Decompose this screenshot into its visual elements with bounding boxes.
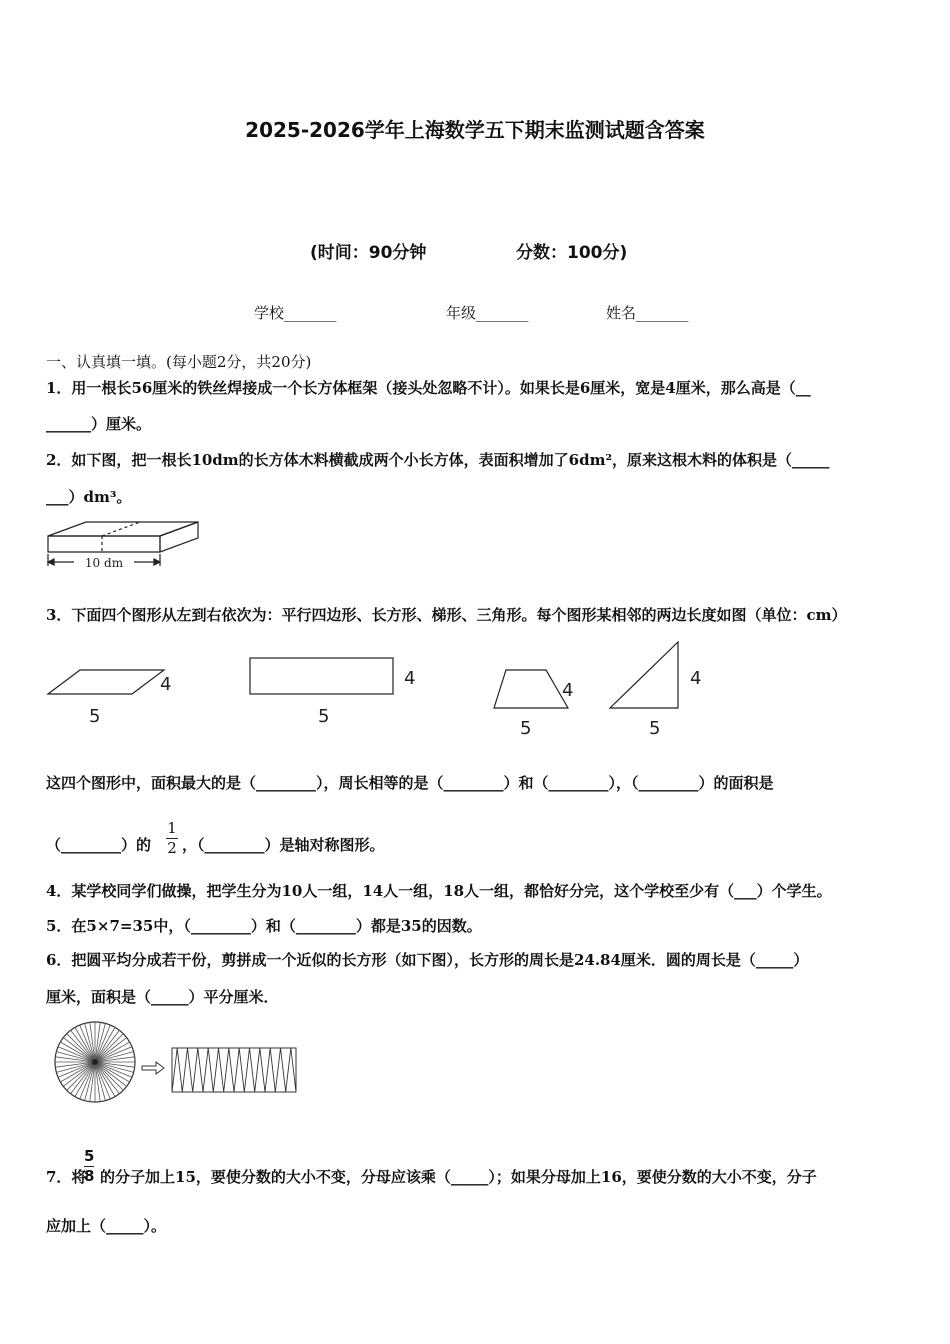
five-eighths-denominator: 8 xyxy=(84,1167,95,1185)
one-half-denominator: 2 xyxy=(167,839,177,857)
grade-field[interactable]: 年级_______ xyxy=(446,304,529,322)
triangle-base-label: 5 xyxy=(649,718,661,739)
question-6-line-2: 厘米，面积是（_____）平分厘米． xyxy=(46,988,279,1006)
parallelogram-side-label: 4 xyxy=(160,674,172,695)
one-half-numerator: 1 xyxy=(167,819,177,837)
rectangle-side-label: 4 xyxy=(404,668,416,689)
question-3-line-1: 3．下面四个图形从左到右依次为：平行四边形、长方形、梯形、三角形。每个图形某相邻的两边长度如图（单位：cm） xyxy=(46,606,847,624)
circle-to-rectangle-figure xyxy=(50,1018,310,1108)
question-2-line-2: ___）dm³。 xyxy=(46,488,132,506)
circle-sector-line xyxy=(95,1062,105,1101)
trapezoid-base-label: 5 xyxy=(520,718,532,739)
question-5: 5．在5×7=35中，（________）和（________）都是35的因数。 xyxy=(46,917,482,935)
rectangle-sector-zigzag xyxy=(172,1048,296,1092)
section-heading: 一、认真填一填。(每小题2分，共20分) xyxy=(46,353,312,371)
rectangle-figure xyxy=(244,650,434,740)
school-field[interactable]: 学校_______ xyxy=(254,304,337,322)
question-6-line-1: 6．把圆平均分成若干份，剪拼成一个近似的长方形（如下图），长方形的周长是24.84厘米．圆的周长是（_____） xyxy=(46,951,809,969)
cuboid-figure xyxy=(44,518,214,578)
score-label: 分数：100分) xyxy=(516,243,628,263)
page-title: 2025-2026学年上海数学五下期末监测试题含答案 xyxy=(245,118,705,142)
circle-sector-line xyxy=(95,1052,134,1062)
question-3-line-3b: ，（________）是轴对称图形。 xyxy=(182,836,385,854)
question-1-line-2: ______）厘米。 xyxy=(46,415,152,433)
trapezoid-figure xyxy=(488,650,598,750)
cuboid-length-label: 10 dm xyxy=(84,556,124,570)
triangle-side-label: 4 xyxy=(690,668,702,689)
circle-sector-line xyxy=(95,1062,134,1072)
rectangle-base-label: 5 xyxy=(318,706,330,727)
circle-sector-line xyxy=(85,1023,95,1062)
question-3-line-3a: （________）的 xyxy=(46,836,152,854)
five-eighths-fraction xyxy=(84,1148,94,1185)
question-7-line-2: 应加上（_____）。 xyxy=(46,1217,167,1235)
parallelogram-base-label: 5 xyxy=(89,706,101,727)
parallelogram-figure xyxy=(44,650,184,740)
question-1-line-1: 1．用一根长56厘米的铁丝焊接成一个长方体框架（接头处忽略不计）。如果长是6厘米，宽是4厘米，那么高是（__ xyxy=(46,379,811,397)
time-label: (时间：90分钟 xyxy=(310,243,427,263)
circle-sector-line xyxy=(56,1062,95,1072)
question-2-line-1: 2．如下图，把一根长10dm的长方体木料横截成两个小长方体，表面积增加了6dm²，原来这根木料的体积是（_____ xyxy=(46,451,830,469)
triangle-figure xyxy=(604,636,724,746)
question-7-line-1: 的分子加上15，要使分数的大小不变，分母应该乘（_____）；如果分母加上16，要使分数的大小不变，分子 xyxy=(100,1168,817,1186)
circle-sector-line xyxy=(56,1052,95,1062)
one-half-fraction xyxy=(166,820,178,857)
circle-sector-line xyxy=(95,1023,105,1062)
trapezoid-side-label: 4 xyxy=(562,680,574,701)
question-4: 4．某学校同学们做操，把学生分为10人一组，14人一组，18人一组，都恰好分完，这个学校至少有（___）个学生。 xyxy=(46,882,832,900)
circle-sector-line xyxy=(85,1062,95,1101)
question-7-prefix: 7．将 xyxy=(46,1168,87,1186)
question-3-line-2: 这四个图形中，面积最大的是（________），周长相等的是（________）和（________），（________）的面积是 xyxy=(46,774,774,792)
five-eighths-numerator: 5 xyxy=(84,1147,95,1165)
name-field[interactable]: 姓名_______ xyxy=(606,304,689,322)
